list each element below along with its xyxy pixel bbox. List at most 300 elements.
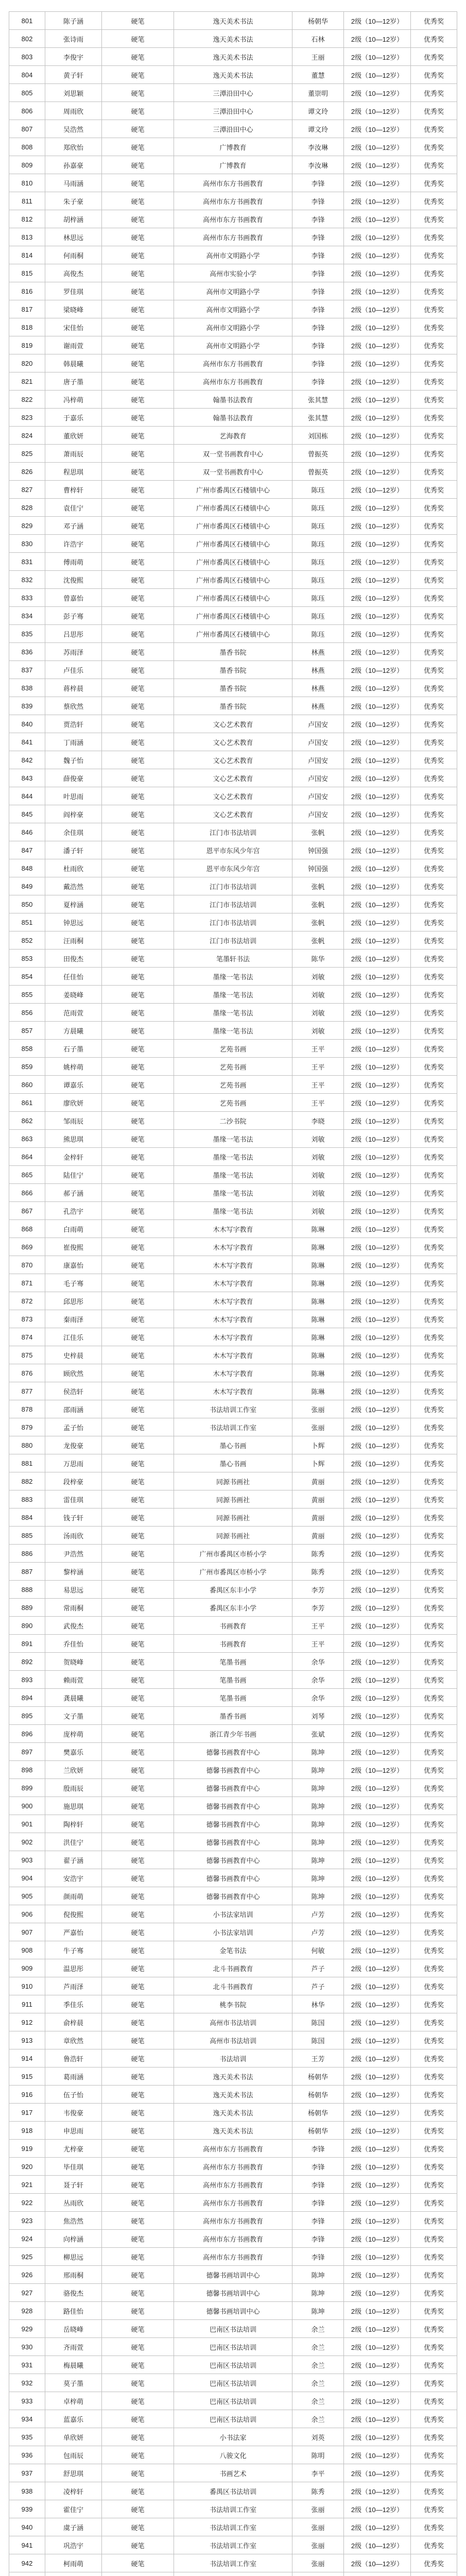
- student-name: 樊嘉乐: [45, 1743, 102, 1761]
- student-name: 尹浩然: [45, 1545, 102, 1563]
- award-level: 优秀奖: [411, 427, 457, 445]
- tutor-name: 黄丽: [292, 1472, 344, 1490]
- organization: 墨缘一笔书法: [174, 968, 292, 986]
- tutor-name: 张帆: [292, 913, 344, 931]
- organization: 书法培训工作室: [174, 2518, 292, 2536]
- age-group: 2级（10—12岁）: [344, 2500, 411, 2518]
- table-row: [9, 372, 457, 391]
- tutor-name: 陈坤: [292, 1779, 344, 1797]
- organization: 笔墨书画: [174, 1689, 292, 1707]
- row-number: 831: [9, 553, 45, 571]
- table-row: [9, 48, 457, 66]
- category: 硬笔: [102, 2266, 174, 2284]
- age-group: 2级（10—12岁）: [344, 2356, 411, 2374]
- row-number: 854: [9, 968, 45, 986]
- student-name: 朱子豪: [45, 192, 102, 210]
- organization: 广博教育: [174, 156, 292, 174]
- age-group: 2级（10—12岁）: [344, 120, 411, 138]
- row-number: 880: [9, 1436, 45, 1454]
- tutor-name: 林燕: [292, 661, 344, 679]
- row-number: 935: [9, 2428, 45, 2446]
- organization: 北斗书画教育: [174, 1977, 292, 1995]
- tutor-name: 陈珏: [292, 517, 344, 535]
- row-number: 849: [9, 877, 45, 895]
- organization: 高州市东方书画教育: [174, 174, 292, 192]
- row-number: 884: [9, 1509, 45, 1527]
- organization: 广博教育: [174, 138, 292, 156]
- tutor-name: 陈琳: [292, 1328, 344, 1346]
- organization: 木木写字教育: [174, 1220, 292, 1238]
- age-group: 2级（10—12岁）: [344, 1797, 411, 1815]
- award-level: 优秀奖: [411, 1274, 457, 1292]
- category: 硬笔: [102, 1581, 174, 1599]
- award-level: 优秀奖: [411, 715, 457, 733]
- row-number: 928: [9, 2302, 45, 2320]
- award-level: 优秀奖: [411, 30, 457, 48]
- row-number: 842: [9, 751, 45, 769]
- student-name: 殷雨辰: [45, 1779, 102, 1797]
- award-level: 优秀奖: [411, 1995, 457, 2013]
- tutor-name: 杨朝华: [292, 2086, 344, 2104]
- organization: 艺海教育: [174, 427, 292, 445]
- table-row: [9, 805, 457, 823]
- tutor-name: 李锋: [292, 372, 344, 391]
- award-level: 优秀奖: [411, 138, 457, 156]
- tutor-name: 张丽: [292, 2536, 344, 2554]
- category: 硬笔: [102, 2302, 174, 2320]
- student-name: 魏子怡: [45, 751, 102, 769]
- row-number: 870: [9, 1256, 45, 1274]
- row-number: 865: [9, 1166, 45, 1184]
- award-level: 优秀奖: [411, 1310, 457, 1328]
- table-row: [9, 2284, 457, 2302]
- table-row: [9, 2518, 457, 2536]
- award-level: 优秀奖: [411, 1833, 457, 1851]
- organization: 木木写字教育: [174, 1256, 292, 1274]
- row-number: 922: [9, 2194, 45, 2212]
- award-level: 优秀奖: [411, 120, 457, 138]
- organization: 木木写字教育: [174, 1238, 292, 1256]
- age-group: 2级（10—12岁）: [344, 1941, 411, 1959]
- award-level: 优秀奖: [411, 2031, 457, 2049]
- row-number: 851: [9, 913, 45, 931]
- category: 硬笔: [102, 1094, 174, 1112]
- table-row: [9, 1761, 457, 1779]
- row-number: 843: [9, 769, 45, 787]
- student-name: 罗佳琪: [45, 282, 102, 300]
- age-group: 2级（10—12岁）: [344, 1256, 411, 1274]
- category: 硬笔: [102, 1022, 174, 1040]
- category: 硬笔: [102, 1851, 174, 1869]
- category: 硬笔: [102, 1004, 174, 1022]
- tutor-name: 陈琳: [292, 1310, 344, 1328]
- row-number: 927: [9, 2284, 45, 2302]
- row-number: 875: [9, 1346, 45, 1364]
- row-number: 868: [9, 1220, 45, 1238]
- organization: 逸天美术书法: [174, 66, 292, 84]
- organization: 番禺区东丰小学: [174, 1581, 292, 1599]
- tutor-name: 王平: [292, 1076, 344, 1094]
- table-row: [9, 986, 457, 1004]
- tutor-name: 陈珏: [292, 607, 344, 625]
- tutor-name: 李锋: [292, 2158, 344, 2176]
- table-row: [9, 2500, 457, 2518]
- table-row: [9, 697, 457, 715]
- tutor-name: 余兰: [292, 2338, 344, 2356]
- award-level: 优秀奖: [411, 2284, 457, 2302]
- organization: 三潭沿田中心: [174, 84, 292, 102]
- row-number: 929: [9, 2320, 45, 2338]
- student-name: 路佳怡: [45, 2302, 102, 2320]
- organization: 番禺区书法培训: [174, 2482, 292, 2500]
- age-group: 2级（10—12岁）: [344, 102, 411, 120]
- category: 硬笔: [102, 372, 174, 391]
- table-row: [9, 463, 457, 481]
- category: 硬笔: [102, 2176, 174, 2194]
- age-group: 2级（10—12岁）: [344, 1815, 411, 1833]
- award-level: 优秀奖: [411, 1130, 457, 1148]
- age-group: 2级（10—12岁）: [344, 1418, 411, 1436]
- tutor-name: 陈坤: [292, 2266, 344, 2284]
- organization: 艺苑书画: [174, 1094, 292, 1112]
- category: 硬笔: [102, 1725, 174, 1743]
- table-row: [9, 1545, 457, 1563]
- category: 硬笔: [102, 1130, 174, 1148]
- student-name: 汤雨欣: [45, 1527, 102, 1545]
- award-level: 优秀奖: [411, 2536, 457, 2554]
- award-level: 优秀奖: [411, 950, 457, 968]
- age-group: 2级（10—12岁）: [344, 2446, 411, 2464]
- tutor-name: 李锋: [292, 228, 344, 246]
- tutor-name: 陈珏: [292, 535, 344, 553]
- row-number: 925: [9, 2248, 45, 2266]
- organization: 逸天美术书法: [174, 2104, 292, 2122]
- table-row: [9, 1418, 457, 1436]
- table-row: [9, 1058, 457, 1076]
- award-level: 优秀奖: [411, 2356, 457, 2374]
- organization: 德馨书画教育中心: [174, 1797, 292, 1815]
- organization: 文心艺术教育: [174, 715, 292, 733]
- organization: 文心艺术教育: [174, 805, 292, 823]
- age-group: 2级（10—12岁）: [344, 2212, 411, 2230]
- award-level: 优秀奖: [411, 2338, 457, 2356]
- tutor-name: 李锋: [292, 210, 344, 228]
- category: 硬笔: [102, 841, 174, 859]
- row-number: 936: [9, 2446, 45, 2464]
- award-level: 优秀奖: [411, 2104, 457, 2122]
- table-row: [9, 2049, 457, 2067]
- tutor-name: 余华: [292, 1689, 344, 1707]
- student-name: 林思远: [45, 228, 102, 246]
- age-group: 2级（10—12岁）: [344, 30, 411, 48]
- student-name: 范雨萱: [45, 1004, 102, 1022]
- age-group: 2级（10—12岁）: [344, 769, 411, 787]
- category: 硬笔: [102, 1076, 174, 1094]
- organization: 木木写字教育: [174, 1292, 292, 1310]
- table-row: [9, 1833, 457, 1851]
- table-row: [9, 968, 457, 986]
- category: 硬笔: [102, 2104, 174, 2122]
- row-number: 850: [9, 895, 45, 913]
- award-level: 优秀奖: [411, 2140, 457, 2158]
- organization: 高州市东方书画教育: [174, 2194, 292, 2212]
- student-name: 薛俊豪: [45, 769, 102, 787]
- student-name: 马雨涵: [45, 174, 102, 192]
- student-name: 潘子轩: [45, 841, 102, 859]
- student-name: 夏梓涵: [45, 895, 102, 913]
- row-number: 904: [9, 1869, 45, 1887]
- organization: 逸天美术书法: [174, 12, 292, 30]
- award-level: 优秀奖: [411, 84, 457, 102]
- award-level: 优秀奖: [411, 48, 457, 66]
- tutor-name: 卢国安: [292, 787, 344, 805]
- award-level: 优秀奖: [411, 2194, 457, 2212]
- award-level: 优秀奖: [411, 679, 457, 697]
- student-name: 石子墨: [45, 1040, 102, 1058]
- tutor-name: 陈琳: [292, 1382, 344, 1400]
- award-level: 优秀奖: [411, 751, 457, 769]
- organization: 墨缘一笔书法: [174, 1202, 292, 1220]
- tutor-name: 黄丽: [292, 1509, 344, 1527]
- category: 硬笔: [102, 499, 174, 517]
- age-group: 2级（10—12岁）: [344, 1292, 411, 1310]
- age-group: 2级（10—12岁）: [344, 138, 411, 156]
- age-group: 2级（10—12岁）: [344, 913, 411, 931]
- category: 硬笔: [102, 1923, 174, 1941]
- award-level: 优秀奖: [411, 1869, 457, 1887]
- category: 硬笔: [102, 805, 174, 823]
- age-group: 2级（10—12岁）: [344, 1400, 411, 1418]
- award-level: 优秀奖: [411, 336, 457, 354]
- table-row: [9, 246, 457, 264]
- row-number: 916: [9, 2086, 45, 2104]
- award-level: 优秀奖: [411, 661, 457, 679]
- table-row: [9, 769, 457, 787]
- tutor-name: 张帆: [292, 931, 344, 950]
- student-name: 巩浩宇: [45, 2536, 102, 2554]
- row-number: 930: [9, 2338, 45, 2356]
- organization: 木木写字教育: [174, 1346, 292, 1364]
- age-group: 2级（10—12岁）: [344, 931, 411, 950]
- table-row: [9, 1436, 457, 1454]
- award-level: 优秀奖: [411, 2049, 457, 2067]
- table-row: [9, 2194, 457, 2212]
- age-group: 2级（10—12岁）: [344, 264, 411, 282]
- organization: 二沙书院: [174, 1112, 292, 1130]
- row-number: 805: [9, 84, 45, 102]
- tutor-name: 刘敏: [292, 1202, 344, 1220]
- award-level: 优秀奖: [411, 1959, 457, 1977]
- row-number: 931: [9, 2356, 45, 2374]
- age-group: 2级（10—12岁）: [344, 336, 411, 354]
- award-level: 优秀奖: [411, 787, 457, 805]
- award-level: 优秀奖: [411, 2500, 457, 2518]
- age-group: 2级（10—12岁）: [344, 535, 411, 553]
- tutor-name: 张帆: [292, 823, 344, 841]
- student-name: 严嘉怡: [45, 1923, 102, 1941]
- table-row: [9, 138, 457, 156]
- age-group: 2级（10—12岁）: [344, 1310, 411, 1328]
- row-number: 872: [9, 1292, 45, 1310]
- tutor-name: 李锋: [292, 300, 344, 318]
- table-row: [9, 2302, 457, 2320]
- category: 硬笔: [102, 697, 174, 715]
- age-group: 2级（10—12岁）: [344, 517, 411, 535]
- row-number: 890: [9, 1617, 45, 1635]
- age-group: 2级（10—12岁）: [344, 950, 411, 968]
- row-number: 855: [9, 986, 45, 1004]
- row-number: 874: [9, 1328, 45, 1346]
- table-row: [9, 1725, 457, 1743]
- student-name: 岳晓峰: [45, 2320, 102, 2338]
- award-level: 优秀奖: [411, 1977, 457, 1995]
- student-name: 谭嘉乐: [45, 1076, 102, 1094]
- category: 硬笔: [102, 1454, 174, 1472]
- row-number: 822: [9, 391, 45, 409]
- award-level: 优秀奖: [411, 300, 457, 318]
- age-group: 2级（10—12岁）: [344, 1977, 411, 1995]
- table-row: [9, 1959, 457, 1977]
- category: 硬笔: [102, 2392, 174, 2410]
- category: 硬笔: [102, 1635, 174, 1653]
- student-name: 芦雨泽: [45, 1977, 102, 1995]
- category: 硬笔: [102, 1671, 174, 1689]
- student-name: 温思彤: [45, 1959, 102, 1977]
- organization: 德馨书画培训中心: [174, 2302, 292, 2320]
- student-name: 陈子涵: [45, 12, 102, 30]
- organization: 墨缘一笔书法: [174, 1184, 292, 1202]
- row-number: 871: [9, 1274, 45, 1292]
- table-row: [9, 1743, 457, 1761]
- row-number: 903: [9, 1851, 45, 1869]
- tutor-name: 芦子: [292, 1977, 344, 1995]
- tutor-name: 李芳: [292, 1599, 344, 1617]
- student-name: 易思远: [45, 1581, 102, 1599]
- category: 硬笔: [102, 1797, 174, 1815]
- award-level: 优秀奖: [411, 1815, 457, 1833]
- category: 硬笔: [102, 102, 174, 120]
- student-name: 蒋梓晨: [45, 679, 102, 697]
- row-number: 806: [9, 102, 45, 120]
- organization: 高州市书法培训: [174, 2013, 292, 2031]
- row-number: 817: [9, 300, 45, 318]
- tutor-name: 陈珏: [292, 571, 344, 589]
- organization: 桃李书院: [174, 1995, 292, 2013]
- student-name: 凌梓轩: [45, 2482, 102, 2500]
- tutor-name: 李汝琳: [292, 138, 344, 156]
- row-number: 898: [9, 1761, 45, 1779]
- table-row: [9, 607, 457, 625]
- award-level: 优秀奖: [411, 968, 457, 986]
- age-group: 2级（10—12岁）: [344, 192, 411, 210]
- award-level: 优秀奖: [411, 1346, 457, 1364]
- student-name: 刘思颖: [45, 84, 102, 102]
- row-number: 942: [9, 2554, 45, 2572]
- category: 硬笔: [102, 1364, 174, 1382]
- table-row: [9, 1166, 457, 1184]
- student-name: 贺晓峰: [45, 1653, 102, 1671]
- award-level: 优秀奖: [411, 1581, 457, 1599]
- student-name: 姜晓峰: [45, 986, 102, 1004]
- row-number: 934: [9, 2410, 45, 2428]
- organization: 逸天美术书法: [174, 30, 292, 48]
- award-level: 优秀奖: [411, 1166, 457, 1184]
- table-row: [9, 1707, 457, 1725]
- row-number: 892: [9, 1653, 45, 1671]
- award-level: 优秀奖: [411, 1509, 457, 1527]
- tutor-name: 陈秀: [292, 1545, 344, 1563]
- age-group: 2级（10—12岁）: [344, 1779, 411, 1797]
- student-name: 柳思远: [45, 2248, 102, 2266]
- organization: 高州市东方书画教育: [174, 192, 292, 210]
- table-row: [9, 2356, 457, 2374]
- age-group: 2级（10—12岁）: [344, 1851, 411, 1869]
- row-number: 881: [9, 1454, 45, 1472]
- tutor-name: 卢国安: [292, 751, 344, 769]
- organization: 番禺区东丰小学: [174, 1599, 292, 1617]
- category: 硬笔: [102, 445, 174, 463]
- student-name: 鲁浩轩: [45, 2049, 102, 2067]
- table-row: [9, 1490, 457, 1509]
- tutor-name: 卢国安: [292, 769, 344, 787]
- category: 硬笔: [102, 12, 174, 30]
- table-row: [9, 2554, 457, 2572]
- row-number: 862: [9, 1112, 45, 1130]
- tutor-name: 陈明: [292, 2446, 344, 2464]
- student-name: 胡梓涵: [45, 210, 102, 228]
- tutor-name: 陈坤: [292, 1797, 344, 1815]
- row-number: 832: [9, 571, 45, 589]
- row-number: 933: [9, 2392, 45, 2410]
- table-row: [9, 1671, 457, 1689]
- organization: 巴南区书法培训: [174, 2320, 292, 2338]
- table-row: [9, 2428, 457, 2446]
- category: 硬笔: [102, 553, 174, 571]
- table-row: [9, 391, 457, 409]
- category: 硬笔: [102, 1040, 174, 1058]
- row-number: 837: [9, 661, 45, 679]
- age-group: 2级（10—12岁）: [344, 1148, 411, 1166]
- award-level: 优秀奖: [411, 2086, 457, 2104]
- award-level: 优秀奖: [411, 2374, 457, 2392]
- age-group: 2级（10—12岁）: [344, 2013, 411, 2031]
- tutor-name: 曾振英: [292, 445, 344, 463]
- tutor-name: 陈珏: [292, 499, 344, 517]
- category: 硬笔: [102, 1238, 174, 1256]
- age-group: 2级（10—12岁）: [344, 1112, 411, 1130]
- student-name: 苏雨泽: [45, 643, 102, 661]
- award-level: 优秀奖: [411, 607, 457, 625]
- table-row: [9, 2122, 457, 2140]
- table-row: [9, 66, 457, 84]
- table-row: [9, 354, 457, 372]
- student-name: 尤梓豪: [45, 2140, 102, 2158]
- age-group: 2级（10—12岁）: [344, 156, 411, 174]
- category: 硬笔: [102, 1779, 174, 1797]
- row-number: 858: [9, 1040, 45, 1058]
- row-number: 845: [9, 805, 45, 823]
- table-row: [9, 517, 457, 535]
- award-level: 优秀奖: [411, 391, 457, 409]
- row-number: 901: [9, 1815, 45, 1833]
- table-row: [9, 1941, 457, 1959]
- row-number: 869: [9, 1238, 45, 1256]
- table-row: [9, 12, 457, 30]
- student-name: 乔佳怡: [45, 1635, 102, 1653]
- table-row: [9, 1472, 457, 1490]
- award-level: 优秀奖: [411, 1797, 457, 1815]
- tutor-name: 李锋: [292, 174, 344, 192]
